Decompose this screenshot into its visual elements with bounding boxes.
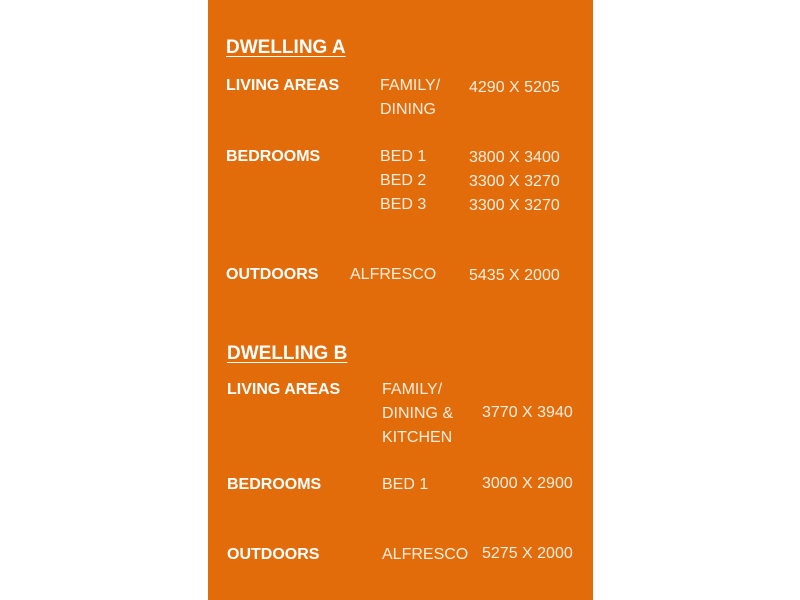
room-name: BED 1 bbox=[382, 476, 429, 493]
bedrooms-label: BEDROOMS bbox=[226, 148, 321, 165]
outdoors-label: OUTDOORS bbox=[226, 266, 319, 283]
room-name: BED 2 bbox=[380, 172, 427, 189]
room-size: 3300 X 3270 bbox=[469, 197, 560, 214]
room-name: DINING bbox=[380, 101, 436, 118]
room-name: FAMILY/ bbox=[382, 381, 443, 398]
room-size: 3000 X 2900 bbox=[482, 475, 573, 492]
room-name: BED 1 bbox=[380, 148, 427, 165]
room-size: 3300 X 3270 bbox=[469, 173, 560, 190]
dwelling-a-title: DWELLING A bbox=[226, 37, 346, 58]
room-size: 4290 X 5205 bbox=[469, 79, 560, 96]
room-name: FAMILY/ bbox=[380, 77, 441, 94]
room-size: 3800 X 3400 bbox=[469, 149, 560, 166]
room-name: DINING & bbox=[382, 405, 454, 422]
bedrooms-label: BEDROOMS bbox=[227, 476, 322, 493]
room-size: 3770 X 3940 bbox=[482, 404, 573, 421]
dwelling-b-title: DWELLING B bbox=[227, 343, 348, 364]
living-areas-label: LIVING AREAS bbox=[226, 77, 340, 94]
room-name: KITCHEN bbox=[382, 429, 453, 446]
room-name: ALFRESCO bbox=[382, 546, 469, 563]
living-areas-label: LIVING AREAS bbox=[227, 381, 341, 398]
outdoors-label: OUTDOORS bbox=[227, 546, 320, 563]
room-size: 5275 X 2000 bbox=[482, 545, 573, 562]
room-name: BED 3 bbox=[380, 196, 427, 213]
room-schedule-panel bbox=[208, 0, 593, 600]
room-size: 5435 X 2000 bbox=[469, 267, 560, 284]
room-name: ALFRESCO bbox=[350, 266, 437, 283]
